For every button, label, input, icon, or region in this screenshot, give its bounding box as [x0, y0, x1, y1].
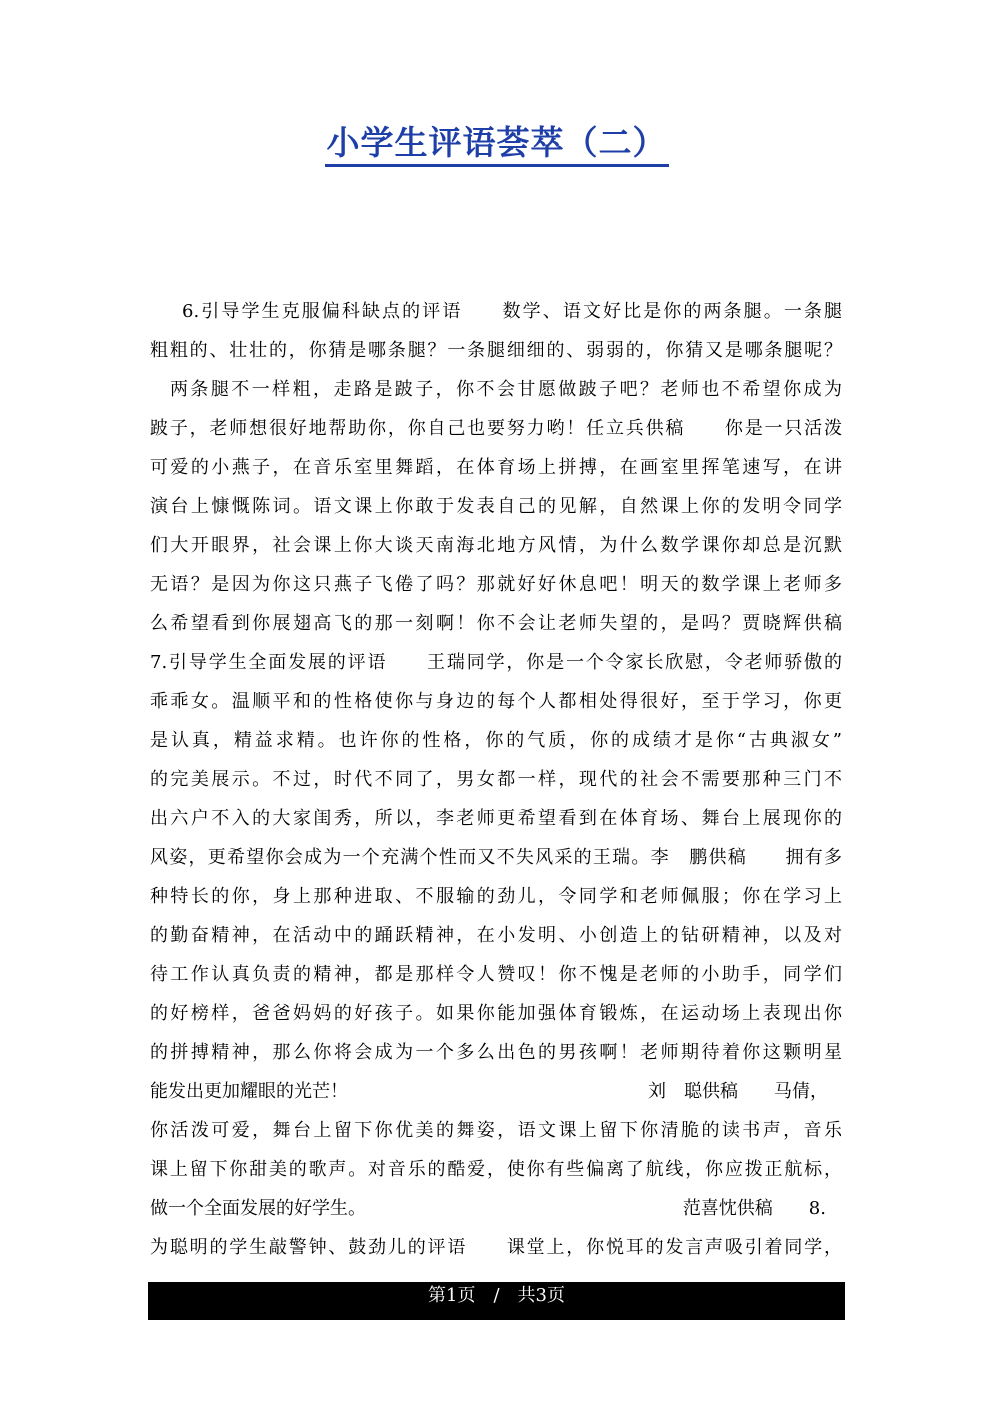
- body-line-24: [150, 1189, 842, 1228]
- body-line-21: [150, 1072, 842, 1111]
- body-line-21-right: 刘 聪供稿 马倩，: [648, 1081, 828, 1102]
- body-line-8: 无语？是因为你这只燕子飞倦了吗？那就好好休息吧！明天的数学课上老师多: [150, 574, 842, 595]
- body-line-1: 6.引导学生克服偏科缺点的评语 数学、语文好比是你的两条腿。一条腿: [182, 301, 842, 322]
- body-line-25: 为聪明的学生敲警钟、鼓劲儿的评语 课堂上，你悦耳的发言声吸引着同学，: [150, 1237, 842, 1258]
- page-number: 第1页 / 共3页: [428, 1285, 565, 1306]
- body-line-20: 的拼搏精神，那么你将会成为一个多么出色的男孩啊！老师期待着你这颗明星: [150, 1042, 842, 1063]
- body-line-19: 的好榜样，爸爸妈妈的好孩子。如果你能加强体育锻炼，在运动场上表现出你: [150, 1003, 842, 1024]
- body-line-12: 是认真，精益求精。也许你的性格，你的气质，你的成绩才是你“古典淑女”: [150, 730, 842, 751]
- body-line-6: 演台上慷慨陈词。语文课上你敢于发表自己的见解，自然课上你的发明令同学: [150, 496, 842, 517]
- body-line-16: 种特长的你，身上那种进取、不服输的劲儿，令同学和老师佩服；你在学习上: [150, 886, 842, 907]
- title-bar: [0, 122, 993, 170]
- page-footer: [148, 1282, 845, 1320]
- body-line-13: 的完美展示。不过，时代不同了，男女都一样，现代的社会不需要那种三门不: [150, 769, 842, 790]
- body-line-15: 风姿，更希望你会成为一个充满个性而又不失风采的王瑞。李 鹏供稿 拥有多: [150, 847, 842, 868]
- body-line-23: 课上留下你甜美的歌声。对音乐的酷爱，使你有些偏离了航线，你应拨正航标，: [150, 1159, 842, 1180]
- body-line-24-left: 做一个全面发展的好学生。: [150, 1198, 366, 1219]
- body-line-17: 的勤奋精神，在活动中的踊跃精神，在小发明、小创造上的钻研精神，以及对: [150, 925, 842, 946]
- body-line-18: 待工作认真负责的精神，都是那样令人赞叹！你不愧是老师的小助手，同学们: [150, 964, 842, 985]
- body-line-5: 可爱的小燕子，在音乐室里舞蹈，在体育场上拼搏，在画室里挥笔速写，在讲: [150, 457, 842, 478]
- body-line-24-right: 范喜忱供稿 8.: [682, 1198, 826, 1219]
- body-line-3: 两条腿不一样粗，走路是跛子，你不会甘愿做跛子吧？老师也不希望你成为: [170, 379, 842, 400]
- body-line-10: 7.引导学生全面发展的评语 王瑞同学，你是一个令家长欣慰，令老师骄傲的: [150, 652, 842, 673]
- body-line-14: 出六户不入的大家闺秀，所以，李老师更希望看到在体育场、舞台上展现你的: [150, 808, 842, 829]
- body-line-21-left: 能发出更加耀眼的光芒！: [150, 1081, 348, 1102]
- body-line-11: 乖乖女。温顺平和的性格使你与身边的每个人都相处得很好，至于学习，你更: [150, 691, 842, 712]
- body-line-9: 么希望看到你展翅高飞的那一刻啊！你不会让老师失望的，是吗？贾晓辉供稿: [150, 613, 842, 634]
- body-line-4: 跛子，老师想很好地帮助你，你自己也要努力哟！任立兵供稿 你是一只活泼: [150, 418, 842, 439]
- body-line-2: 粗粗的、壮壮的，你猜是哪条腿？一条腿细细的、弱弱的，你猜又是哪条腿呢？: [150, 340, 842, 361]
- body-line-22: 你活泼可爱，舞台上留下你优美的舞姿，语文课上留下你清脆的读书声，音乐: [150, 1120, 842, 1141]
- document-title: 小学生评语荟萃（二）: [325, 122, 669, 167]
- document-body: [150, 292, 842, 1267]
- body-line-7: 们大开眼界，社会课上你大谈天南海北地方风情，为什么数学课你却总是沉默: [150, 535, 842, 556]
